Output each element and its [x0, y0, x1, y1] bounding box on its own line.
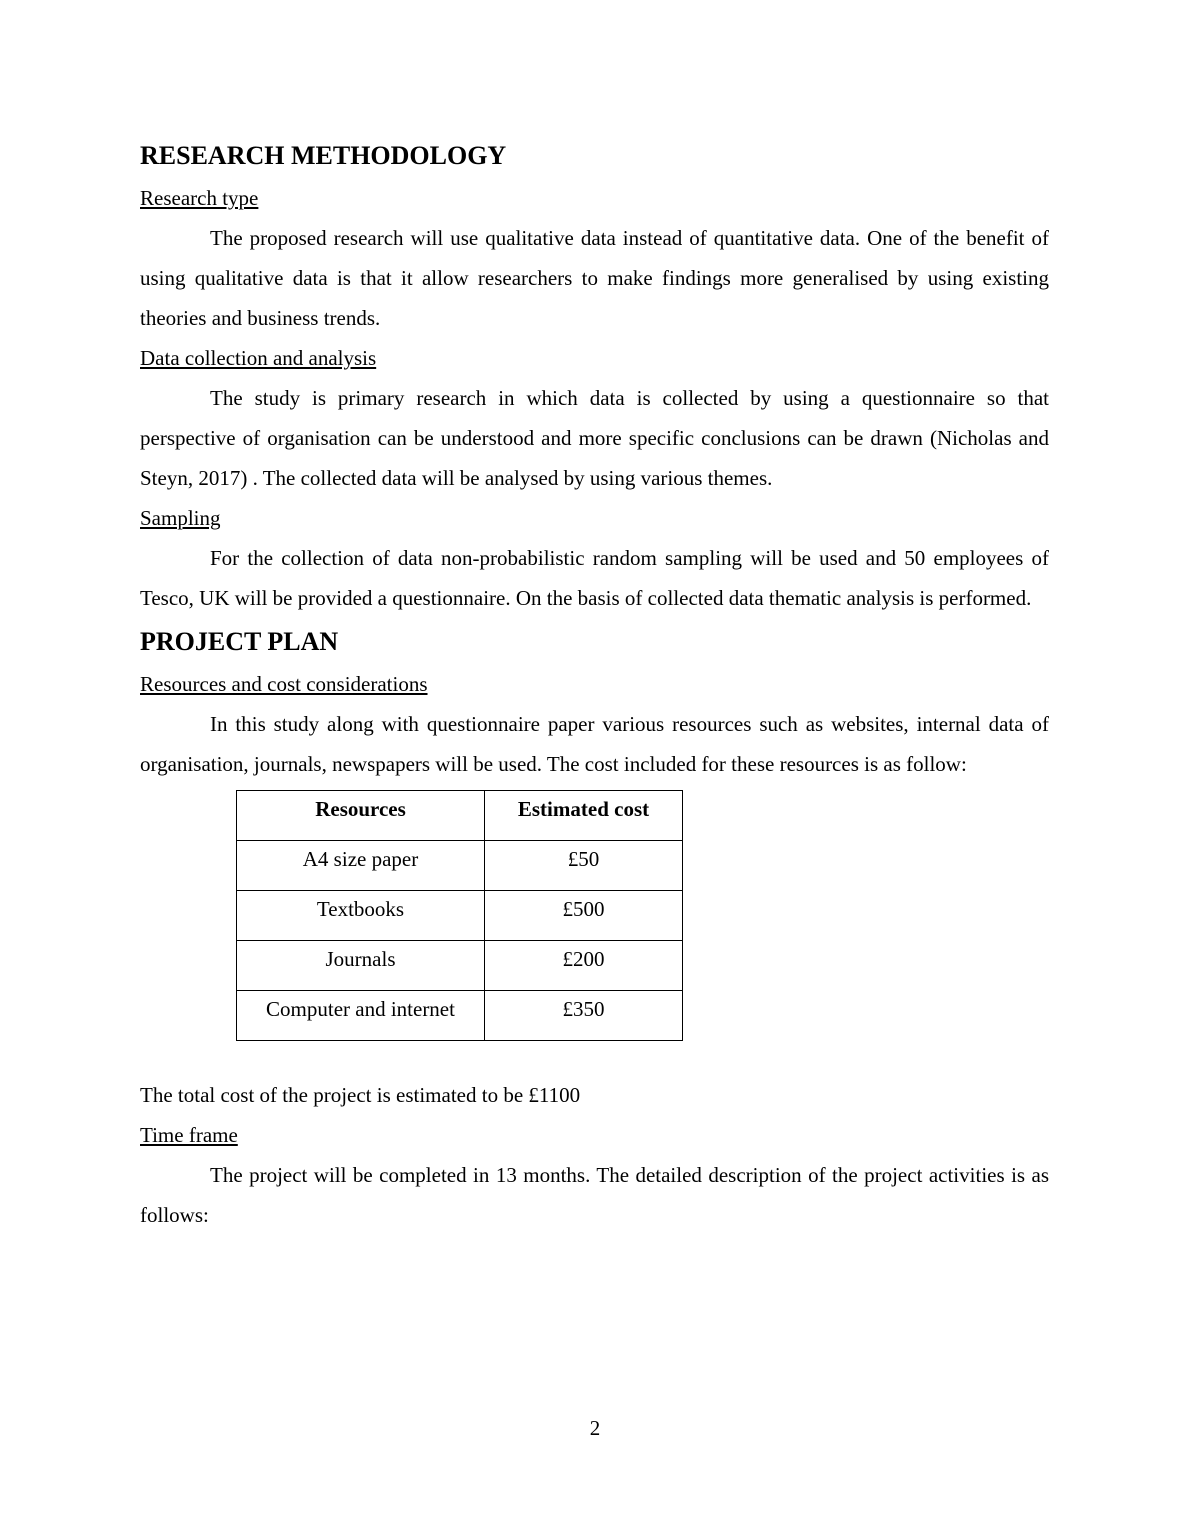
time-frame-title: Time frame: [140, 1123, 238, 1147]
page-number: 2: [589, 1416, 601, 1440]
data-collection-paragraph: The study is primary research in which data is collected by using a questionnaire so that perspective of organisation can be understood and more specific conclusions can be drawn (Nicholas and Steyn, 2017) . The collected data will be analysed by using various themes.: [140, 386, 1049, 490]
research-methodology-heading: RESEARCH METHODOLOGY: [140, 141, 507, 170]
table-cell-cost: £500: [485, 891, 683, 941]
project-plan-heading: PROJECT PLAN: [140, 627, 339, 656]
table-row: [237, 841, 683, 891]
page-content: [140, 138, 1049, 1235]
research-type-paragraph: The proposed research will use qualitative data instead of quantitative data. One of the benefit of using qualitative data is that it allow researchers to make findings more generalised by using existing theories and business trends.: [140, 226, 1049, 330]
sampling-paragraph: For the collection of data non-probabilistic random sampling will be used and 50 employees of Tesco, UK will be provided a questionnaire. On the basis of collected data thematic analysis is performed.: [140, 546, 1049, 610]
resources-paragraph: In this study along with questionnaire paper various resources such as websites, internal data of organisation, journals, newspapers will be used. The cost included for these resources is as follow:: [140, 712, 1049, 776]
table-cell-resource: A4 size paper: [237, 841, 485, 891]
time-frame-paragraph: The project will be completed in 13 months. The detailed description of the project activities is as follows:: [140, 1163, 1049, 1227]
table-cell-cost: £350: [485, 991, 683, 1041]
table-header-resources: Resources: [237, 791, 485, 841]
table-cell-resource: Journals: [237, 941, 485, 991]
resources-title: Resources and cost considerations: [140, 672, 428, 696]
table-header-row: [237, 791, 683, 841]
table-header-estimated-cost: Estimated cost: [485, 791, 683, 841]
sampling-title: Sampling: [140, 506, 221, 530]
data-collection-title: Data collection and analysis: [140, 346, 377, 370]
table-row: [237, 941, 683, 991]
table-row: [237, 891, 683, 941]
table-cell-resource: Computer and internet: [237, 991, 485, 1041]
table-cell-resource: Textbooks: [237, 891, 485, 941]
table-cell-cost: £200: [485, 941, 683, 991]
resources-cost-table: [236, 790, 683, 1041]
table-row: [237, 991, 683, 1041]
total-cost-text: The total cost of the project is estimated to be £1100: [140, 1083, 581, 1107]
research-type-title: Research type: [140, 186, 259, 210]
table-cell-cost: £50: [485, 841, 683, 891]
